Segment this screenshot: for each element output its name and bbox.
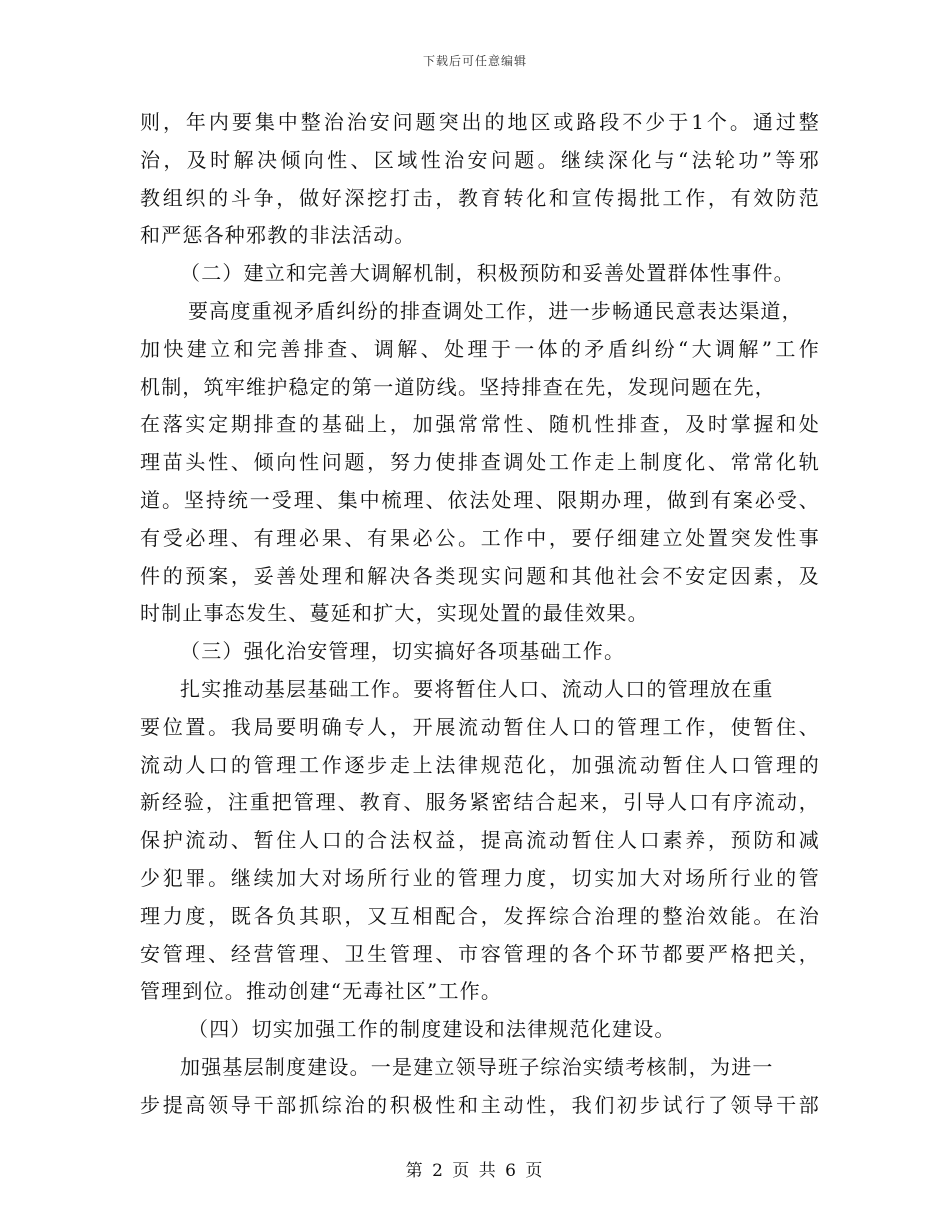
text-line: 加强基层制度建设。一是建立领导班子综治实绩考核制，为进一 [180, 1054, 774, 1079]
text-line: 机制，筑牢维护稳定的第一道防线。坚持排查在先，发现问题在先， [140, 374, 776, 399]
text-line: 少犯罪。继续加大对场所行业的管理力度，切实加大对场所行业的管 [140, 865, 820, 890]
text-line: 理力度，既各负其职，又互相配合，发挥综合治理的整治效能。在治 [140, 903, 820, 928]
text-line: 流动人口的管理工作逐步走上法律规范化，加强流动暂住人口管理的 [140, 752, 820, 777]
text-line: 治，及时解决倾向性、区域性治安问题。继续深化与“法轮功”等邪 [140, 147, 820, 172]
text-line: 安管理、经营管理、卫生管理、市容管理的各个环节都要严格把关， [140, 941, 820, 966]
text-line: 新经验，注重把管理、教育、服务紧密结合起来，引导人口有序流动， [140, 790, 820, 815]
text-line: （二）建立和完善大调解机制，积极预防和妥善处置群体性事件。 [180, 261, 795, 286]
text-line: 保护流动、暂住人口的合法权益，提高流动暂住人口素养，预防和减 [140, 828, 820, 853]
text-line: 管理到位。推动创建“无毒社区”工作。 [140, 979, 503, 1004]
text-line: 步提高领导干部抓综治的积极性和主动性，我们初步试行了领导干部 [140, 1092, 820, 1117]
text-line: 则，年内要集中整治治安问题突出的地区或路段不少于1个。通过整 [140, 110, 820, 134]
text-line: 加快建立和完善排查、调解、处理于一体的矛盾纠纷“大调解”工作 [140, 336, 820, 361]
text-line: （三）强化治安管理，切实搞好各项基础工作。 [180, 639, 626, 664]
text-line: 理苗头性、倾向性问题，努力使排查调处工作走上制度化、常常化轨 [140, 450, 820, 475]
page-header: 下载后可任意编辑 [422, 54, 527, 68]
text-line: 要位置。我局要明确专人，开展流动暂住人口的管理工作，使暂住、 [140, 714, 820, 739]
page-footer: 第 2 页 共 6 页 [405, 1161, 545, 1181]
document-body [140, 104, 820, 1125]
text-line: 要高度重视矛盾纠纷的排查调处工作，进一步畅通民意表达渠道， [188, 298, 803, 323]
text-line: 扎实推动基层基础工作。要将暂住人口、流动人口的管理放在重 [180, 676, 774, 701]
text-line: 在落实定期排查的基础上，加强常常性、随机性排查，及时掌握和处 [140, 412, 820, 437]
text-line: 有受必理、有理必果、有果必公。工作中，要仔细建立处置突发性事 [140, 525, 820, 550]
text-line: 道。坚持统一受理、集中梳理、依法处理、限期办理，做到有案必受、 [140, 487, 820, 512]
text-line: 教组织的斗争，做好深挖打击，教育转化和宣传揭批工作，有效防范 [140, 185, 820, 210]
text-line: 和严惩各种邪教的非法活动。 [140, 223, 416, 248]
text-line: 件的预案，妥善处理和解决各类现实问题和其他社会不安定因素，及 [140, 563, 820, 588]
text-line: （四）切实加强工作的制度建设和法律规范化建设。 [188, 1017, 676, 1042]
text-line: 时制止事态发生、蔓延和扩大，实现处置的最佳效果。 [140, 601, 649, 626]
